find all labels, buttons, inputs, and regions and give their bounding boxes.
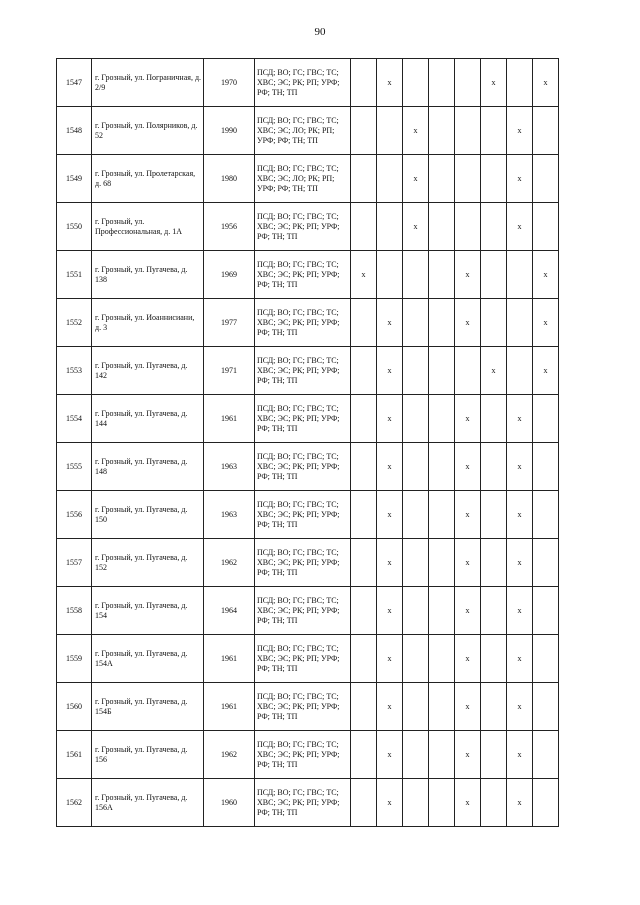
year-cell: 1980	[204, 155, 255, 203]
mark-cell: x	[377, 59, 403, 107]
mark-cell	[481, 491, 507, 539]
works-cell: ПСД; ВО; ГС; ГВС; ТС; ХВС; ЭС; РК; РП; УРФ; РФ; ТН; ТП	[255, 203, 351, 251]
mark-cell	[507, 299, 533, 347]
table-row	[57, 491, 559, 539]
mark-cell: x	[507, 731, 533, 779]
table-row	[57, 539, 559, 587]
mark-cell	[481, 443, 507, 491]
works-cell: ПСД; ВО; ГС; ГВС; ТС; ХВС; ЭС; РК; РП; УРФ; РФ; ТН; ТП	[255, 635, 351, 683]
table-row	[57, 779, 559, 827]
works-cell: ПСД; ВО; ГС; ГВС; ТС; ХВС; ЭС; РК; РП; УРФ; РФ; ТН; ТП	[255, 731, 351, 779]
mark-cell	[481, 395, 507, 443]
mark-cell: x	[351, 251, 377, 299]
mark-cell	[351, 203, 377, 251]
mark-cell: x	[481, 59, 507, 107]
mark-cell	[481, 779, 507, 827]
mark-cell	[507, 347, 533, 395]
mark-cell	[533, 587, 559, 635]
mark-cell	[351, 347, 377, 395]
mark-cell	[429, 155, 455, 203]
mark-cell	[429, 491, 455, 539]
mark-cell	[351, 731, 377, 779]
mark-cell: x	[455, 539, 481, 587]
mark-cell	[377, 251, 403, 299]
works-cell: ПСД; ВО; ГС; ГВС; ТС; ХВС; ЭС; РК; РП; УРФ; РФ; ТН; ТП	[255, 59, 351, 107]
table-row	[57, 731, 559, 779]
mark-cell	[351, 491, 377, 539]
works-cell: ПСД; ВО; ГС; ГВС; ТС; ХВС; ЭС; РК; РП; УРФ; РФ; ТН; ТП	[255, 587, 351, 635]
mark-cell: x	[533, 251, 559, 299]
mark-cell: x	[377, 299, 403, 347]
mark-cell	[351, 443, 377, 491]
mark-cell: x	[481, 347, 507, 395]
mark-cell	[533, 731, 559, 779]
address-cell: г. Грозный, ул. Пугачева, д. 154Б	[92, 683, 204, 731]
table-row	[57, 587, 559, 635]
mark-cell: x	[455, 443, 481, 491]
mark-cell	[403, 251, 429, 299]
mark-cell	[351, 587, 377, 635]
mark-cell: x	[455, 587, 481, 635]
mark-cell: x	[377, 539, 403, 587]
mark-cell	[351, 779, 377, 827]
table-row	[57, 683, 559, 731]
mark-cell: x	[507, 491, 533, 539]
year-cell: 1990	[204, 107, 255, 155]
mark-cell	[429, 587, 455, 635]
mark-cell	[351, 59, 377, 107]
works-cell: ПСД; ВО; ГС; ГВС; ТС; ХВС; ЭС; РК; РП; УРФ; РФ; ТН; ТП	[255, 779, 351, 827]
mark-cell	[403, 347, 429, 395]
mark-cell	[533, 155, 559, 203]
mark-cell	[507, 59, 533, 107]
mark-cell	[533, 203, 559, 251]
mark-cell	[533, 779, 559, 827]
works-cell: ПСД; ВО; ГС; ГВС; ТС; ХВС; ЭС; ЛО; РК; РП; УРФ; РФ; ТН; ТП	[255, 107, 351, 155]
table-row	[57, 251, 559, 299]
address-cell: г. Грозный, ул. Пугачева, д. 156А	[92, 779, 204, 827]
mark-cell: x	[455, 635, 481, 683]
mark-cell	[429, 539, 455, 587]
year-cell: 1961	[204, 635, 255, 683]
mark-cell	[403, 299, 429, 347]
mark-cell: x	[377, 731, 403, 779]
address-cell: г. Грозный, ул. Пугачева, д. 154	[92, 587, 204, 635]
mark-cell	[429, 395, 455, 443]
mark-cell: x	[507, 395, 533, 443]
row-number: 1559	[57, 635, 92, 683]
table-row	[57, 59, 559, 107]
address-cell: г. Грозный, ул. Пугачева, д. 156	[92, 731, 204, 779]
mark-cell	[403, 683, 429, 731]
year-cell: 1961	[204, 683, 255, 731]
address-cell: г. Грозный, ул. Полярников, д. 52	[92, 107, 204, 155]
table-row	[57, 299, 559, 347]
mark-cell	[533, 395, 559, 443]
mark-cell	[429, 107, 455, 155]
mark-cell	[429, 299, 455, 347]
mark-cell	[533, 539, 559, 587]
works-cell: ПСД; ВО; ГС; ГВС; ТС; ХВС; ЭС; ЛО; РК; РП; УРФ; РФ; ТН; ТП	[255, 155, 351, 203]
row-number: 1554	[57, 395, 92, 443]
row-number: 1557	[57, 539, 92, 587]
mark-cell	[455, 59, 481, 107]
mark-cell	[533, 491, 559, 539]
mark-cell	[481, 107, 507, 155]
mark-cell: x	[377, 443, 403, 491]
works-cell: ПСД; ВО; ГС; ГВС; ТС; ХВС; ЭС; РК; РП; УРФ; РФ; ТН; ТП	[255, 443, 351, 491]
mark-cell	[455, 203, 481, 251]
row-number: 1560	[57, 683, 92, 731]
mark-cell: x	[455, 731, 481, 779]
mark-cell	[429, 347, 455, 395]
mark-cell	[351, 395, 377, 443]
address-cell: г. Грозный, ул. Пролетарская, д. 68	[92, 155, 204, 203]
mark-cell: x	[403, 107, 429, 155]
address-cell: г. Грозный, ул. Иоаннисиани, д. 3	[92, 299, 204, 347]
row-number: 1561	[57, 731, 92, 779]
row-number: 1553	[57, 347, 92, 395]
mark-cell: x	[507, 635, 533, 683]
table-body	[57, 59, 559, 827]
address-cell: г. Грозный, ул. Пугачева, д. 152	[92, 539, 204, 587]
address-cell: г. Грозный, ул. Пугачева, д. 144	[92, 395, 204, 443]
mark-cell	[377, 155, 403, 203]
mark-cell	[403, 539, 429, 587]
mark-cell: x	[377, 395, 403, 443]
mark-cell: x	[507, 587, 533, 635]
mark-cell: x	[455, 779, 481, 827]
year-cell: 1961	[204, 395, 255, 443]
mark-cell	[481, 251, 507, 299]
address-cell: г. Грозный, ул. Профессиональная, д. 1А	[92, 203, 204, 251]
mark-cell: x	[533, 299, 559, 347]
mark-cell	[403, 395, 429, 443]
mark-cell: x	[455, 395, 481, 443]
mark-cell: x	[377, 587, 403, 635]
row-number: 1556	[57, 491, 92, 539]
table-row	[57, 155, 559, 203]
mark-cell	[481, 635, 507, 683]
year-cell: 1977	[204, 299, 255, 347]
mark-cell	[403, 59, 429, 107]
mark-cell: x	[533, 347, 559, 395]
mark-cell: x	[507, 683, 533, 731]
mark-cell	[481, 203, 507, 251]
mark-cell: x	[403, 203, 429, 251]
address-cell: г. Грозный, ул. Пугачева, д. 150	[92, 491, 204, 539]
table-row	[57, 203, 559, 251]
mark-cell	[455, 347, 481, 395]
mark-cell	[481, 155, 507, 203]
mark-cell	[403, 635, 429, 683]
mark-cell: x	[507, 779, 533, 827]
mark-cell	[455, 107, 481, 155]
address-cell: г. Грозный, ул. Пугачева, д. 142	[92, 347, 204, 395]
mark-cell	[429, 779, 455, 827]
mark-cell	[351, 299, 377, 347]
mark-cell: x	[507, 443, 533, 491]
mark-cell: x	[455, 251, 481, 299]
table-row	[57, 635, 559, 683]
mark-cell	[429, 443, 455, 491]
works-cell: ПСД; ВО; ГС; ГВС; ТС; ХВС; ЭС; РК; РП; УРФ; РФ; ТН; ТП	[255, 539, 351, 587]
mark-cell	[403, 491, 429, 539]
row-number: 1555	[57, 443, 92, 491]
mark-cell	[533, 443, 559, 491]
row-number: 1548	[57, 107, 92, 155]
mark-cell	[455, 155, 481, 203]
mark-cell	[351, 155, 377, 203]
mark-cell	[533, 635, 559, 683]
mark-cell	[481, 731, 507, 779]
housing-register-table	[56, 58, 559, 827]
page-number: 90	[314, 26, 326, 38]
year-cell: 1963	[204, 443, 255, 491]
mark-cell	[403, 731, 429, 779]
mark-cell: x	[455, 299, 481, 347]
address-cell: г. Грозный, ул. Пугачева, д. 148	[92, 443, 204, 491]
mark-cell: x	[377, 491, 403, 539]
mark-cell	[481, 587, 507, 635]
year-cell: 1960	[204, 779, 255, 827]
mark-cell	[429, 203, 455, 251]
row-number: 1551	[57, 251, 92, 299]
address-cell: г. Грозный, ул. Пограничная, д. 2/9	[92, 59, 204, 107]
year-cell: 1971	[204, 347, 255, 395]
row-number: 1549	[57, 155, 92, 203]
mark-cell	[429, 635, 455, 683]
row-number: 1552	[57, 299, 92, 347]
address-cell: г. Грозный, ул. Пугачева, д. 154А	[92, 635, 204, 683]
row-number: 1550	[57, 203, 92, 251]
year-cell: 1970	[204, 59, 255, 107]
year-cell: 1962	[204, 731, 255, 779]
mark-cell	[533, 683, 559, 731]
mark-cell	[481, 299, 507, 347]
table-row	[57, 107, 559, 155]
mark-cell	[403, 587, 429, 635]
mark-cell	[351, 683, 377, 731]
mark-cell	[403, 779, 429, 827]
row-number: 1547	[57, 59, 92, 107]
row-number: 1558	[57, 587, 92, 635]
mark-cell	[481, 539, 507, 587]
mark-cell: x	[377, 635, 403, 683]
mark-cell: x	[507, 203, 533, 251]
mark-cell	[429, 683, 455, 731]
works-cell: ПСД; ВО; ГС; ГВС; ТС; ХВС; ЭС; РК; РП; УРФ; РФ; ТН; ТП	[255, 251, 351, 299]
mark-cell	[429, 731, 455, 779]
year-cell: 1963	[204, 491, 255, 539]
mark-cell	[533, 107, 559, 155]
mark-cell: x	[507, 539, 533, 587]
mark-cell	[377, 203, 403, 251]
mark-cell: x	[533, 59, 559, 107]
mark-cell	[351, 107, 377, 155]
mark-cell	[429, 59, 455, 107]
mark-cell: x	[455, 683, 481, 731]
mark-cell	[351, 635, 377, 683]
year-cell: 1956	[204, 203, 255, 251]
works-cell: ПСД; ВО; ГС; ГВС; ТС; ХВС; ЭС; РК; РП; УРФ; РФ; ТН; ТП	[255, 395, 351, 443]
mark-cell: x	[507, 155, 533, 203]
table-row	[57, 443, 559, 491]
mark-cell: x	[403, 155, 429, 203]
table-row	[57, 347, 559, 395]
works-cell: ПСД; ВО; ГС; ГВС; ТС; ХВС; ЭС; РК; РП; УРФ; РФ; ТН; ТП	[255, 347, 351, 395]
mark-cell	[403, 443, 429, 491]
year-cell: 1962	[204, 539, 255, 587]
mark-cell	[507, 251, 533, 299]
address-cell: г. Грозный, ул. Пугачева, д. 138	[92, 251, 204, 299]
mark-cell: x	[507, 107, 533, 155]
mark-cell: x	[377, 683, 403, 731]
mark-cell	[481, 683, 507, 731]
year-cell: 1964	[204, 587, 255, 635]
works-cell: ПСД; ВО; ГС; ГВС; ТС; ХВС; ЭС; РК; РП; УРФ; РФ; ТН; ТП	[255, 683, 351, 731]
table-row	[57, 395, 559, 443]
mark-cell: x	[455, 491, 481, 539]
row-number: 1562	[57, 779, 92, 827]
year-cell: 1969	[204, 251, 255, 299]
mark-cell	[377, 107, 403, 155]
mark-cell	[351, 539, 377, 587]
mark-cell: x	[377, 779, 403, 827]
works-cell: ПСД; ВО; ГС; ГВС; ТС; ХВС; ЭС; РК; РП; УРФ; РФ; ТН; ТП	[255, 299, 351, 347]
works-cell: ПСД; ВО; ГС; ГВС; ТС; ХВС; ЭС; РК; РП; УРФ; РФ; ТН; ТП	[255, 491, 351, 539]
mark-cell: x	[377, 347, 403, 395]
mark-cell	[429, 251, 455, 299]
